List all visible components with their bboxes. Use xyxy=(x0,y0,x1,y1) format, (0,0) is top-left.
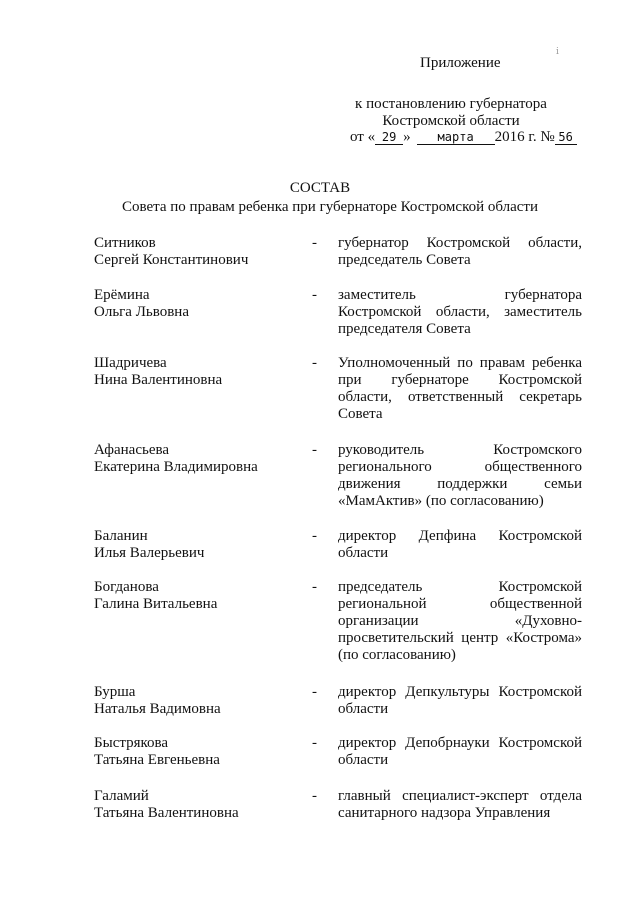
document-subheading: Совета по правам ребенка при губернаторе Костромской области xyxy=(121,199,539,215)
member-surname: Ерёмина xyxy=(94,287,150,303)
date-prefix: от « xyxy=(350,129,376,145)
member-given-name: Ольга Львовна xyxy=(94,304,189,320)
member-name xyxy=(94,355,294,389)
member-name xyxy=(94,579,294,613)
member-given-name: Наталья Вадимовна xyxy=(94,701,221,717)
member-surname: Быстрякова xyxy=(94,735,169,751)
member-surname: Богданова xyxy=(94,579,159,595)
date-month: марта xyxy=(417,131,495,145)
date-quote-close: » xyxy=(403,129,411,145)
member-surname: Афанасьева xyxy=(94,442,170,458)
decree-reference xyxy=(320,96,582,130)
member-given-name: Екатерина Владимировна xyxy=(94,459,258,475)
appendix-title: Приложение xyxy=(420,55,501,71)
member-given-name: Татьяна Валентиновна xyxy=(94,805,239,821)
member-surname: Баланин xyxy=(94,528,148,544)
member-name xyxy=(94,442,294,476)
member-role: главный специалист-эксперт отдела санитарного надзора Управления xyxy=(338,788,582,821)
member-role: руководитель Костромского регионального общественного движения поддержки семьи «МамАктив» (по согласованию) xyxy=(338,442,582,509)
decree-number: 56 xyxy=(555,131,577,145)
corner-mark: ⅰ xyxy=(556,46,559,56)
member-given-name: Нина Валентиновна xyxy=(94,372,223,388)
member-name xyxy=(94,287,294,321)
decree-line: Костромской области xyxy=(382,113,520,129)
member-dash: - xyxy=(312,684,317,700)
member-role: директор Депкультуры Костромской области xyxy=(338,684,582,717)
member-role: председатель Костромской региональной общественной организации «Духовно-просветительский центр «Кострома» (по согласованию) xyxy=(338,579,582,663)
document-heading: СОСТАВ xyxy=(289,180,351,196)
date-year: 2016 г. № xyxy=(494,129,555,145)
member-surname: Галамий xyxy=(94,788,149,804)
decree-line: к постановлению губернатора xyxy=(355,96,547,112)
member-role: губернатор Костромской области, председатель Совета xyxy=(338,235,582,268)
member-name xyxy=(94,788,294,822)
member-dash: - xyxy=(312,442,317,458)
member-surname: Ситников xyxy=(94,235,156,251)
member-given-name: Галина Витальевна xyxy=(94,596,218,612)
member-given-name: Сергей Константинович xyxy=(94,252,249,268)
member-role: директор Депфина Костромской области xyxy=(338,528,582,561)
member-dash: - xyxy=(312,235,317,251)
member-name xyxy=(94,684,294,718)
member-given-name: Илья Валерьевич xyxy=(94,545,205,561)
member-given-name: Татьяна Евгеньевна xyxy=(94,752,220,768)
member-role: директор Депобрнауки Костромской области xyxy=(338,735,582,768)
member-role: заместитель губернатора Костромской области, заместитель председателя Совета xyxy=(338,287,582,337)
decree-date-line xyxy=(350,129,577,146)
member-dash: - xyxy=(312,579,317,595)
member-dash: - xyxy=(312,287,317,303)
member-name xyxy=(94,528,294,562)
member-dash: - xyxy=(312,528,317,544)
member-dash: - xyxy=(312,735,317,751)
member-surname: Бурша xyxy=(94,684,136,700)
member-dash: - xyxy=(312,788,317,804)
member-dash: - xyxy=(312,355,317,371)
member-surname: Шадричева xyxy=(94,355,167,371)
member-name xyxy=(94,235,294,269)
member-role: Уполномоченный по правам ребенка при губернаторе Костромской области, ответственный секретарь Совета xyxy=(338,355,582,422)
member-name xyxy=(94,735,294,769)
date-day: 29 xyxy=(375,131,403,145)
